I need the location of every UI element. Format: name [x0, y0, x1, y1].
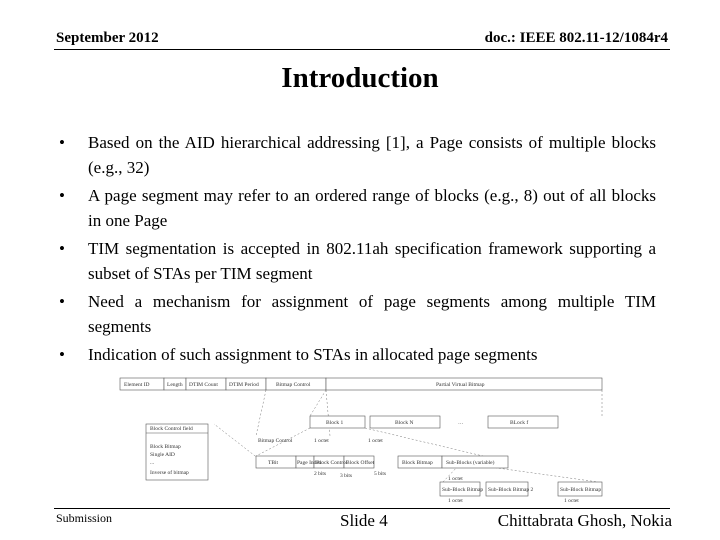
block-f-label: BLock f — [510, 420, 529, 426]
bullet-list — [56, 131, 656, 372]
bc-item-inverse-bitmap: Inverse of bitmap — [150, 470, 189, 476]
sub-block-bitmap-3: Sub-Block Bitmap — [560, 487, 602, 493]
footer-author: Chittabrata Ghosh, Nokia — [497, 511, 672, 530]
bullet-dot-icon: • — [59, 133, 65, 152]
bullet-item — [56, 131, 656, 180]
size-3-bits: 3 bits — [340, 473, 353, 479]
bullet-dot-icon: • — [59, 186, 65, 205]
block-ellipsis-label: … — [458, 420, 464, 426]
bf-page-index: Page Index — [297, 460, 322, 466]
bullet-item — [56, 184, 656, 233]
slide-title: Introduction — [281, 62, 439, 94]
header-doc-id: doc.: IEEE 802.11-12/1084r4 — [484, 30, 668, 46]
block-control-title: Block Control field — [150, 426, 193, 432]
bf-block-offset: Block Offset — [346, 460, 375, 466]
tim-element-diagram — [118, 374, 608, 504]
bf-block-control: Block Control — [316, 460, 348, 466]
block-n-label: Block N — [395, 420, 414, 426]
bullet-text: A page segment may refer to an ordered range of blocks (e.g., 8) out of all blocks in one Page — [88, 186, 656, 230]
sub-octet-label-3: 1 octet — [564, 498, 579, 504]
size-5-bits: 5 bits — [374, 471, 387, 477]
bullet-dot-icon: • — [59, 239, 65, 258]
header-rule — [54, 49, 670, 50]
bullet-text: Based on the AID hierarchical addressing [1], a Page consists of multiple blocks (e.g., 32) — [88, 133, 656, 177]
bc-item-single-aid: Single AID — [150, 452, 175, 458]
bullet-dot-icon: • — [59, 345, 65, 364]
bf-tbit: TBit — [268, 460, 279, 466]
bullet-item — [56, 237, 656, 286]
block-1-label: Block 1 — [326, 420, 344, 426]
bf-sub-blocks: Sub-Blocks (variable) — [446, 460, 495, 466]
size-2-bits: 2 bits — [314, 471, 327, 477]
sub-octet-label-1: 1 octet — [448, 476, 463, 482]
bullet-text: Indication of such assignment to STAs in allocated page segments — [88, 345, 538, 364]
mid-octet-1: 1 octet — [314, 438, 329, 444]
field-dtim-count: DTIM Count — [189, 382, 218, 388]
mid-octet-2: 1 octet — [368, 438, 383, 444]
bullet-item — [56, 343, 656, 368]
bullet-item — [56, 290, 656, 339]
bullet-text: Need a mechanism for assignment of page segments among multiple TIM segments — [88, 292, 656, 336]
field-bitmap-control: Bitmap Control — [276, 382, 311, 388]
field-element-id: Element ID — [124, 382, 150, 388]
sub-octet-label-2: 1 octet — [448, 498, 463, 504]
bullet-dot-icon: • — [59, 292, 65, 311]
field-length: Length — [167, 382, 183, 388]
header-date: September 2012 — [56, 30, 159, 46]
bullet-text: TIM segmentation is accepted in 802.11ah specification framework supporting a subset of STAs per TIM segment — [88, 239, 656, 283]
sub-block-bitmap-2: Sub-Block Bitmap 2 — [488, 487, 534, 493]
footer-rule — [54, 508, 670, 509]
mid-bitmap-control: Bitmap Control — [258, 438, 293, 444]
footer-slide-number: Slide 4 — [340, 511, 388, 530]
field-partial-virtual-bitmap: Partial Virtual Bitmap — [436, 382, 485, 388]
bc-item-ellipsis: ... — [150, 460, 155, 466]
footer-submission: Submission — [56, 511, 113, 525]
bc-item-block-bitmap: Block Bitmap — [150, 444, 181, 450]
bf-block-bitmap: Block Bitmap — [402, 460, 433, 466]
sub-block-bitmap-1: Sub-Block Bitmap — [442, 487, 484, 493]
field-dtim-period: DTIM Period — [229, 382, 259, 388]
